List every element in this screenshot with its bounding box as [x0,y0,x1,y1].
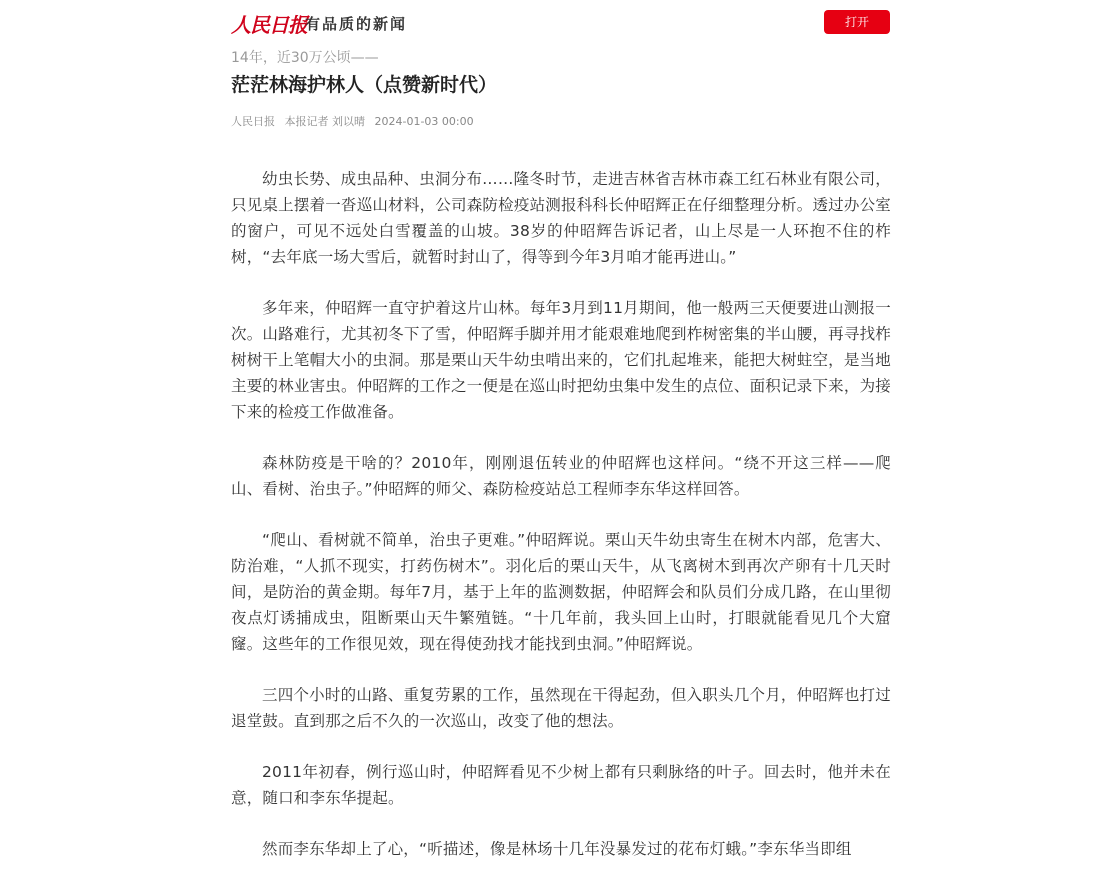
people-daily-logo[interactable]: 人民日报 [231,13,307,37]
article-paragraph: 森林防疫是干啥的？2010年，刚刚退伍转业的仲昭辉也这样问。“绕不开这三样——爬山、看树、治虫子。”仲昭辉的师父、森防检疫站总工程师李东华这样回答。 [231,454,891,498]
top-bar [0,0,1100,44]
article-author: 本报记者 刘以晴 [284,115,365,128]
article-paragraph: 然而李东华却上了心，“听描述，像是林场十几年没暴发过的花布灯蛾。”李东华当即组 [262,840,852,858]
article-paragraph: 2011年初春，例行巡山时，仲昭辉看见不少树上都有只剩脉络的叶子。回去时，他并未在意，随口和李东华提起。 [231,763,891,807]
article-pretitle: 14年，近30万公顷—— [231,50,379,66]
article-title: 茫茫林海护林人（点赞新时代） [231,74,498,96]
open-app-button[interactable]: 打开 [824,10,890,34]
slogan: 有品质的新闻 [305,15,408,33]
article-source: 人民日报 [231,115,275,128]
article-body [231,166,891,862]
article-paragraph: “爬山、看树就不简单，治虫子更难。”仲昭辉说。栗山天牛幼虫寄生在树木内部，危害大、防治难，“人抓不现实，打药伤树木”。羽化后的栗山天牛，从飞离树木到再次产卵有十几天时间，是防治的黄金期。每年7月，基于上年的监测数据，仲昭辉会和队员们分成几路，在山里彻夜点灯诱捕成虫，阻断栗山天牛繁殖链。“十几年前，我头回上山时，打眼就能看见几个大窟窿。这些年的工作很见效，现在得使劲找才能找到虫洞。”仲昭辉说。 [231,531,891,653]
article-paragraph: 三四个小时的山路、重复劳累的工作，虽然现在干得起劲，但入职头几个月，仲昭辉也打过退堂鼓。直到那之后不久的一次巡山，改变了他的想法。 [231,686,891,730]
article-paragraph: 多年来，仲昭辉一直守护着这片山林。每年3月到11月期间，他一般两三天便要进山测报一次。山路难行，尤其初冬下了雪，仲昭辉手脚并用才能艰难地爬到柞树密集的半山腰，再寻找柞树树干上笔帽大小的虫洞。那是栗山天牛幼虫啃出来的，它们扎起堆来，能把大树蛀空，是当地主要的林业害虫。仲昭辉的工作之一便是在巡山时把幼虫集中发生的点位、面积记录下来，为接下来的检疫工作做准备。 [231,299,891,421]
article-meta [231,114,891,130]
article-paragraph: 幼虫长势、成虫品种、虫洞分布……隆冬时节，走进吉林省吉林市森工红石林业有限公司，只见桌上摆着一沓巡山材料，公司森防检疫站测报科科长仲昭辉正在仔细整理分析。透过办公室的窗户，可见不远处白雪覆盖的山坡。38岁的仲昭辉告诉记者，山上尽是一人环抱不住的柞树，“去年底一场大雪后，就暂时封山了，得等到今年3月咱才能再进山。” [231,170,891,266]
article [231,48,891,887]
article-datetime: 2024-01-03 00:00 [374,115,474,128]
